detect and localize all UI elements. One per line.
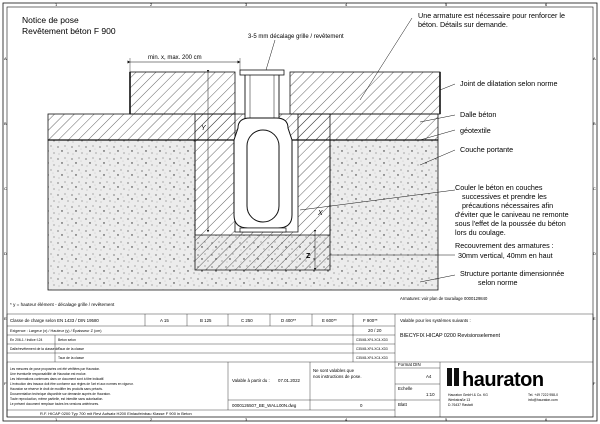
class-c250: C 250 [241,318,253,323]
class-f900: F 900** [363,318,378,323]
note-armatures-plan: Armatures: voir plan de tourailage 0000129840 [400,296,488,301]
row-label: F [593,381,596,386]
dim-label-y: Y [201,125,206,132]
col-label: 3 [245,417,248,422]
col-label: 4 [345,417,348,422]
col-label: 1 [55,2,58,7]
class-d400: D 400** [281,318,297,323]
contact-line: Tel. +49 7222 958-0 [528,393,559,397]
pour-line: sous l'effet de la poussée du béton [455,219,566,228]
pour-line: Couler le béton en couches [455,183,543,192]
revision: 0 [360,403,363,408]
disclaimer-line: Documentation technique disponible sur demande auprès de Hauraton. [10,392,111,396]
row-label: E [593,316,596,321]
label-couche: Couche portante [460,145,514,154]
structure-line: Structure portante dimensionnée [460,269,565,278]
note-armature-line-1: Une armature est nécessaire pour renforcer le [418,11,566,20]
row-label: B [4,121,7,126]
scale-value: 1:10 [426,392,435,397]
channel-foot [240,228,286,232]
f900-dims: 20 / 20 [368,328,382,333]
class-e600: E 600** [322,318,337,323]
dim-label-z: Z [306,253,311,260]
row-label: F [4,381,7,386]
grate [240,70,284,75]
col-label: 5 [445,417,448,422]
col-label: 4 [345,2,348,7]
valid-for: Valable pour les systèmes suivants : [400,318,471,323]
col-label: 6 [545,2,548,7]
row-label: D [593,251,596,256]
hauraton-logo [447,368,544,391]
channel-cavity [247,130,279,222]
disclaimer-line: Les informations contenues dans ce document sont à titre indicatif. [10,377,105,381]
concrete-block-left [130,72,235,114]
label-geotextile: géotextile [460,126,491,135]
col-label: 6 [545,417,548,422]
col-label: 2 [150,417,153,422]
footnote: * y = hauteur élément - décalage grille / revêtement [10,302,115,307]
address-line: Hauraton GmbH & Co. KG [448,393,488,397]
label-joint: Joint de dilatation selon norme [460,79,558,88]
offset-label: 3-5 mm décalage grille / revêtement [248,34,344,40]
drawing-number: 0000126507_BE_WALL00N.dwg [232,403,297,408]
not-binding-line: nos instructions de pose. [313,374,362,379]
concrete-code: C35/45-XF4-XC4-XD3 [356,356,388,360]
class-a15: A 15 [160,318,169,323]
row5-a: Taux de la classe [58,356,85,360]
row-label: A [4,56,7,61]
row-label: B [593,121,596,126]
system-name: BIECYFIX HICAP 0200 Revisionselement [400,333,500,339]
leader-joint [440,84,455,90]
col-label: 3 [245,2,248,7]
scale-label: Echelle [398,386,413,391]
dim-label-x: min. x, max. 200 cm [148,55,202,61]
pour-line: successives et prendre les [462,192,547,201]
disclaimer-line: Toute reproduction, même partielle, est interdite sans autorisation. [10,397,104,401]
class-label: Classe de charge selon EN 1433 / DIN 19580 [10,318,99,323]
not-binding-line: Ne sont valables que [313,368,355,373]
row-label: D [4,251,7,256]
offset-leader [266,40,275,70]
pour-line: lors du coulage. [455,228,506,237]
row-label: E [4,316,7,321]
recouvrement-line: 30mm vertical, 40mm en haut [458,251,553,260]
dim-label-x-side: X [318,210,323,217]
class-b125: B 125 [200,318,212,323]
format-value: A4 [426,374,432,379]
recouvrement-line: Recouvrement des armatures : [455,241,554,250]
pour-line: précautions nécessaires afin [462,201,554,210]
row4-a: Taux de la classe [58,347,85,351]
row4-left: Dalle/revêtement de la classe de [10,347,60,351]
company-name: hauraton [462,369,544,391]
structure-line: selon norme [478,278,518,287]
row3-a: Beton selon [58,338,76,342]
row-label: C [4,186,7,191]
row-label: C [593,186,596,191]
contact-line: info@hauraton.com [528,398,558,402]
disclaimer-line: Hauraton se réserve le droit de modifier les produits sans préavis. [10,387,103,391]
concrete-code: C35/45-XF4-XC4-XD3 [356,347,388,351]
concrete-block-right [290,72,440,114]
exigence-label: Exigence : Largeur (x) / Hauteur (y) / Épaisseur Z (cm) [10,329,102,333]
sheet-label: Blatt [398,402,407,407]
title-line-1: Notice de pose [22,15,79,25]
concrete-code: C35/45-XF4-XC4-XD3 [356,338,388,342]
address-line: Werkstraße 13 [448,398,471,402]
bottom-line: R.F. HICAP 0200 Typ 700 mit Revi Aufsatz H200 Einlaufeinbau Klasse F 900 in Beton [40,411,192,416]
pour-line: d'éviter que le caniveau ne remonte [455,210,569,219]
valid-from-date: 07.01.2022 [278,378,300,383]
disclaimer-line: L'exécution des travaux doit être conforme aux règles de l'art et aux normes en vigueur. [10,382,134,386]
col-label: 1 [55,417,58,422]
row3-left: En 206-1 / Indice f-24 [10,338,43,342]
format-label: Format DIN [398,362,421,367]
col-label: 2 [150,2,153,7]
col-label: 5 [445,2,448,7]
disclaimer-line: Le présent document remplace toutes les versions antérieures. [10,402,99,406]
disclaimer-line: Une éventuelle responsabilité de Hauraton est exclue. [10,372,87,376]
row-label: A [593,56,596,61]
title-line-2: Revêtement béton F 900 [22,26,116,36]
valid-from-label: Valable à partir du : [232,378,270,383]
note-armature-line-2: béton. Détails sur demande. [418,20,508,29]
disclaimer-line: Les mesures de pose proposées ont été vérifiées par Hauraton. [10,367,101,371]
label-dalle: Dalle béton [460,110,497,119]
address-line: D-76437 Rastatt [448,403,473,407]
